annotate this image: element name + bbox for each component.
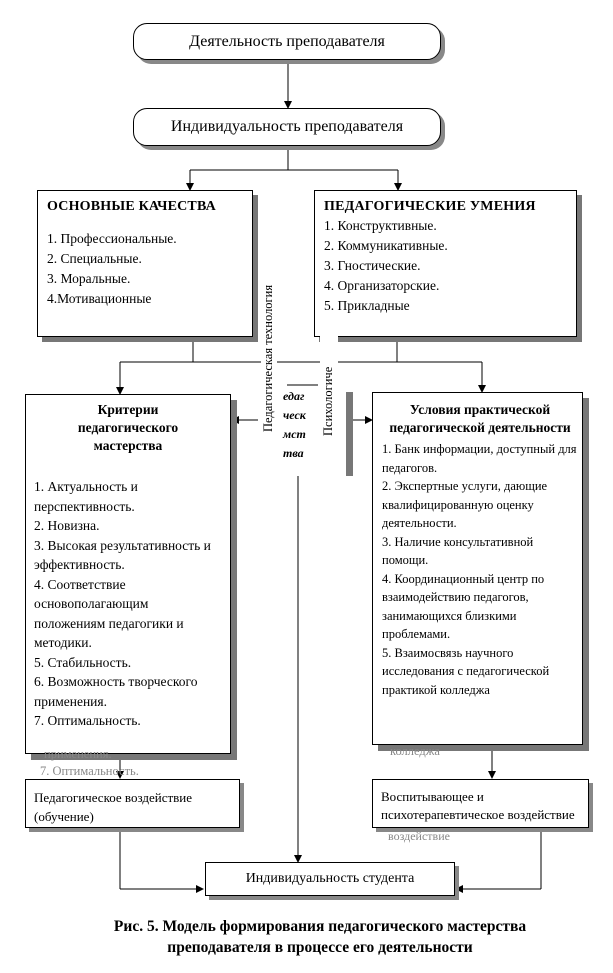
- list-item: 2. Специальные.: [47, 251, 142, 266]
- teacher-individuality-box: [133, 108, 441, 146]
- center-fragment-line: едаг: [283, 389, 305, 403]
- list-item: 7. Оптимальность.: [34, 713, 141, 728]
- educational-impact-label: Воспитывающее и психотерапевтическое воздействие: [381, 789, 575, 822]
- psychological-strip-shadow: [346, 392, 353, 476]
- ghost-line: 7. Оптимальность.: [40, 764, 139, 778]
- conditions-title: Условия практической педагогической деятельности: [389, 402, 571, 435]
- conditions-box: [372, 392, 583, 745]
- pedagogical-impact-label: Педагогическое воздействие (обучение): [34, 790, 193, 824]
- list-item: 2. Новизна.: [34, 518, 100, 533]
- psychological-label: Психологиче: [321, 366, 335, 436]
- criteria-box: [25, 394, 231, 754]
- list-item: 1. Актуальность и перспективность.: [34, 479, 138, 514]
- pedagogical-impact-box: [25, 779, 240, 828]
- conditions-ghost-text: колледжа: [390, 744, 440, 758]
- list-item: 3. Моральные.: [47, 271, 131, 286]
- pedagogical-skills-list: [324, 216, 576, 316]
- list-item: 4. Соответствие основополагающим положениям педагогики и методики.: [34, 576, 184, 650]
- basic-qualities-box: [37, 190, 253, 337]
- pedagogical-skills-box: [314, 190, 577, 337]
- criteria-list: [34, 477, 222, 731]
- center-fragment-line: ческ: [283, 408, 306, 422]
- caption-line: Рис. 5. Модель формирования педагогического мастерства: [113, 918, 527, 935]
- list-item: 1. Банк информации, доступный для педагогов.: [382, 442, 577, 475]
- list-item: 2. Коммуникативные.: [324, 238, 448, 253]
- list-item: 1. Профессиональные.: [47, 231, 177, 246]
- educational-impact-box: [372, 779, 589, 828]
- list-item: 5. Стабильность.: [34, 654, 132, 670]
- list-item: 2. Экспертные услуги, дающие квалифицированную оценку деятельности.: [382, 479, 548, 530]
- basic-qualities-list: [47, 229, 252, 309]
- teacher-activity-box: [133, 23, 441, 60]
- teacher-activity-label: Деятельность преподавателя: [189, 32, 385, 50]
- pedagogical-technology-label: Педагогическая технология: [261, 284, 275, 432]
- student-individuality-label: Индивидуальность студента: [245, 871, 415, 886]
- caption-line: преподавателя в процессе его деятельности: [167, 939, 473, 956]
- figure-caption: [40, 916, 600, 958]
- educational-impact-ghost: воздействие: [388, 829, 450, 843]
- list-item: 3. Гностические.: [324, 258, 421, 273]
- pedagogical-technology-strip: [261, 236, 277, 432]
- teacher-individuality-label: Индивидуальность преподавателя: [170, 118, 404, 135]
- conditions-list: [382, 440, 578, 699]
- criteria-title: Критерии педагогического мастерства: [77, 402, 179, 453]
- center-fragment-line: тва: [283, 446, 304, 460]
- basic-qualities-title: ОСНОВНЫЕ КАЧЕСТВА: [47, 199, 216, 214]
- list-item: 4. Организаторские.: [324, 278, 440, 293]
- criteria-ghost-text: [40, 746, 139, 780]
- list-item: 5. Прикладные: [324, 298, 410, 313]
- list-item: 5. Взаимосвязь научного исследования с педагогической практикой колледжа: [382, 645, 550, 697]
- list-item: 4.Мотивационные: [47, 291, 152, 306]
- pedagogical-skills-title: ПЕДАГОГИЧЕСКИЕ УМЕНИЯ: [324, 199, 536, 214]
- list-item: 6. Возможность творческого применения.: [34, 674, 198, 709]
- list-item: 4. Координационный центр по взаимодействию педагогов, занимающихся близкими проблемами.: [382, 571, 545, 641]
- list-item: 1. Конструктивные.: [324, 218, 437, 233]
- center-fragment-line: мст: [283, 427, 306, 441]
- list-item: 3. Наличие консультативной помощи.: [382, 534, 534, 567]
- list-item: 3. Высокая результативность и эффективность.: [34, 537, 211, 572]
- student-individuality-box: [205, 862, 455, 896]
- ghost-line: применения.: [44, 747, 112, 761]
- center-fragment: [283, 387, 323, 463]
